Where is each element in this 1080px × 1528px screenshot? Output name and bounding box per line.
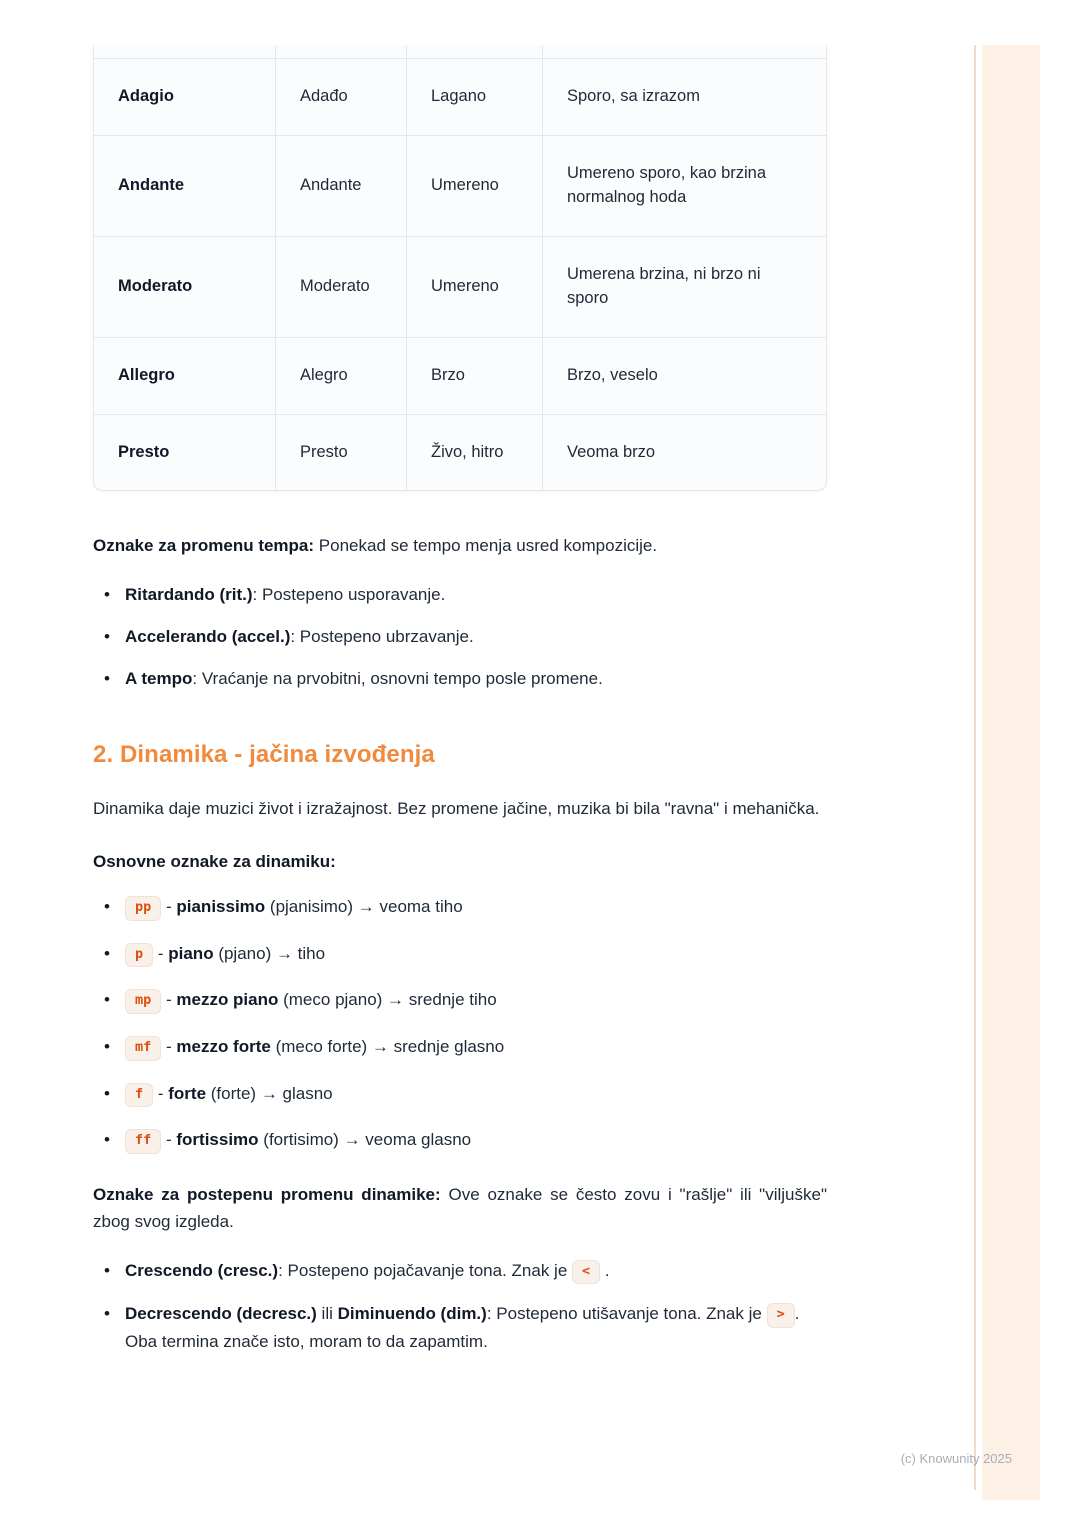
table-cell-description: Umerena brzina, ni brzo ni sporo: [542, 237, 827, 337]
section-heading-dinamika: 2. Dinamika - jačina izvođenja: [93, 740, 435, 768]
hairpins-list: [93, 1258, 827, 1355]
table-row: [94, 58, 826, 135]
list-item-text: (meco pjano) → srednje tiho: [278, 990, 497, 1010]
list-item-text: ili: [316, 1304, 338, 1324]
list-item-text: . Oba termina znače isto, moram to da zapamtim.: [125, 1304, 800, 1351]
tempo-change-list: [93, 582, 827, 693]
tempo-change-note: [93, 533, 827, 559]
list-item-text: (pjano) → tiho: [213, 943, 326, 963]
table-cell-term: Allegro: [118, 365, 175, 384]
dynamic-mark-badge: mf: [125, 1036, 161, 1061]
separator: -: [153, 1083, 169, 1103]
separator: -: [161, 897, 177, 917]
copyright-footer: (c) Knowunity 2025: [900, 1451, 1012, 1466]
list-item-text: (pjanisimo) → veoma tiho: [265, 897, 463, 917]
list-item-term: forte: [168, 1083, 207, 1103]
crescendo-sign-badge: <: [572, 1260, 600, 1285]
table-cell-description: Sporo, sa izrazom: [542, 59, 827, 135]
table-cell-pronunciation: Alegro: [275, 338, 406, 414]
dynamic-mark-badge: f: [125, 1083, 153, 1108]
table-cell-meaning: Živo, hitro: [406, 415, 542, 491]
list-item-text: (meco forte) → srednje glasno: [270, 1037, 505, 1056]
table-cell-description: Brzo, veselo: [542, 338, 827, 414]
tempo-change-note-title: Oznake za promenu tempa:: [93, 536, 315, 556]
list-item: [93, 987, 827, 1015]
list-item-term: Decrescendo (decresc.): [125, 1304, 317, 1324]
table-cell-pronunciation: Presto: [275, 415, 406, 491]
page-margin-strip: [982, 45, 1040, 1500]
list-item-text: (forte) → glasno: [206, 1083, 333, 1103]
list-item: [93, 582, 827, 608]
list-item: [93, 1127, 827, 1155]
table-row: [94, 236, 826, 337]
table-cell: [406, 45, 542, 58]
list-item-text: : Postepeno ubrzavanje.: [290, 627, 474, 647]
dynamic-mark-badge: pp: [125, 896, 161, 921]
dynamic-mark-badge: p: [125, 943, 153, 968]
list-item: [93, 624, 827, 650]
table-cell-pronunciation: Andante: [275, 136, 406, 236]
list-item-term: piano: [168, 943, 214, 963]
separator: -: [161, 990, 177, 1010]
table-cell-meaning: Umereno: [406, 237, 542, 337]
dynamic-mark-badge: mp: [125, 989, 161, 1014]
table-cell-term: Moderato: [118, 276, 193, 295]
list-item: [93, 666, 827, 692]
list-item: [93, 1081, 827, 1109]
table-cell-meaning: Umereno: [406, 136, 542, 236]
table-cell-meaning: Brzo: [406, 338, 542, 414]
separator: -: [153, 943, 169, 963]
list-item-term: mezzo piano: [176, 990, 279, 1010]
list-item: [93, 894, 827, 922]
document-content: [93, 0, 827, 1355]
list-item-text: .: [600, 1260, 610, 1280]
list-item-term: A tempo: [125, 669, 193, 689]
table-cell-term: Presto: [118, 442, 170, 461]
list-item-term: mezzo forte: [176, 1037, 271, 1056]
table-cell-pronunciation: Adađo: [275, 59, 406, 135]
list-item-term: Crescendo (cresc.): [125, 1260, 279, 1280]
table-cell-term: Adagio: [118, 87, 174, 105]
table-cell: [94, 45, 275, 58]
table-row: [94, 135, 826, 236]
table-row-partial: [94, 45, 826, 58]
list-item-term: pianissimo: [176, 897, 266, 917]
table-cell-description: Veoma brzo: [542, 415, 827, 491]
page-edge-line: [974, 45, 976, 1490]
table-row: [94, 414, 826, 491]
tempo-table: [93, 45, 827, 491]
hairpins-note-text: Ove oznake se često zovu i "rašlje" ili "viljuške" zbog svog izgleda.: [93, 1184, 827, 1232]
dynamic-mark-badge: ff: [125, 1129, 161, 1154]
list-item-text: (fortisimo) → veoma glasno: [258, 1130, 472, 1150]
tempo-change-note-text: Ponekad se tempo menja usred kompozicije.: [314, 536, 658, 556]
list-item-term: fortissimo: [176, 1130, 259, 1150]
separator: -: [161, 1130, 177, 1150]
table-cell-pronunciation: Moderato: [275, 237, 406, 337]
table-cell: [542, 45, 827, 58]
dynamics-list: [93, 894, 827, 1154]
list-item: [93, 1034, 827, 1062]
table-cell-term: Andante: [118, 175, 184, 194]
list-item-term: Accelerando (accel.): [125, 627, 291, 647]
hairpins-note: [93, 1181, 827, 1236]
table-cell-meaning: Lagano: [406, 59, 542, 135]
list-item-term: Ritardando (rit.): [125, 584, 253, 604]
dynamics-list-title: Osnovne oznake za dinamiku:: [93, 852, 336, 872]
list-item-decrescendo: [93, 1301, 827, 1355]
list-item-term: Diminuendo (dim.): [337, 1304, 487, 1324]
table-cell: [275, 45, 406, 58]
list-item: [93, 941, 827, 969]
dynamics-intro: Dinamika daje muzici život i izražajnost. Bez promene jačine, muzika bi bila "ravna" i mehanička.: [93, 798, 820, 818]
separator: -: [161, 1037, 177, 1056]
list-item-text: : Postepeno pojačavanje tona. Znak je: [278, 1260, 573, 1280]
hairpins-note-title: Oznake za postepenu promenu dinamike:: [93, 1184, 441, 1204]
table-row: [94, 337, 826, 414]
list-item-text: : Postepeno usporavanje.: [252, 584, 446, 604]
list-item-crescendo: [93, 1258, 827, 1286]
decrescendo-sign-badge: >: [767, 1303, 795, 1328]
table-cell-description: Umereno sporo, kao brzina normalnog hoda: [542, 136, 827, 236]
list-item-text: : Postepeno utišavanje tona. Znak je: [486, 1304, 767, 1324]
list-item-text: : Vraćanje na prvobitni, osnovni tempo posle promene.: [192, 669, 603, 689]
